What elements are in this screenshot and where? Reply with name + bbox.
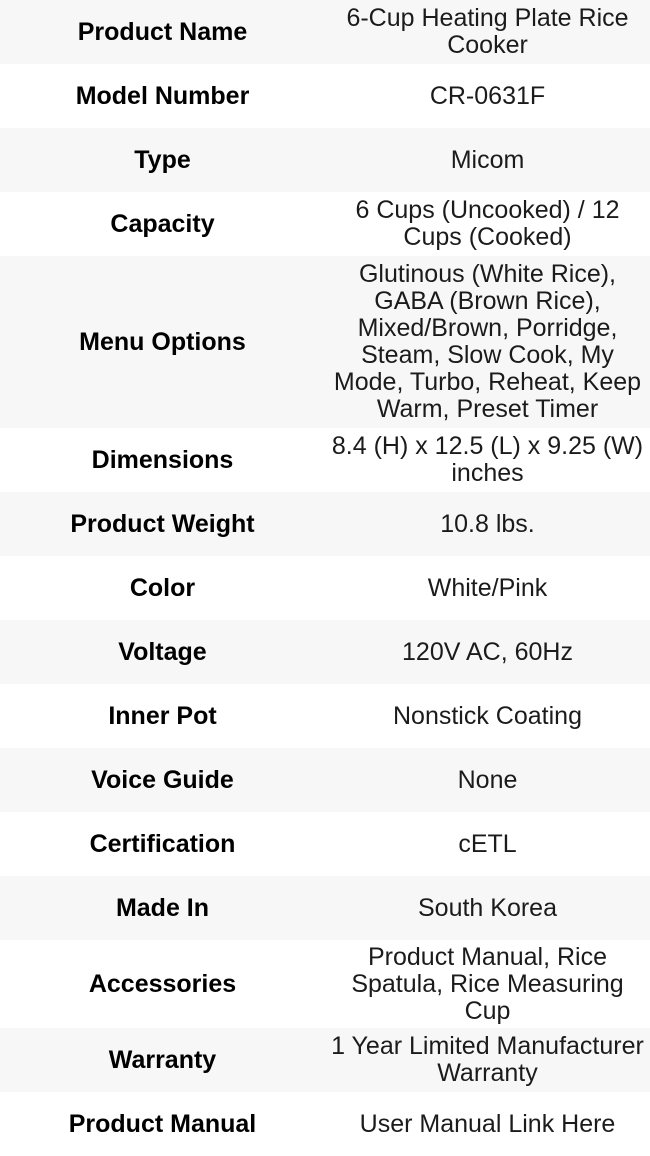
spec-value: 6 Cups (Uncooked) / 12 Cups (Cooked) <box>355 196 620 251</box>
table-row-color <box>0 556 650 620</box>
table-row-voice-guide <box>0 748 650 812</box>
spec-value: CR-0631F <box>429 81 546 110</box>
spec-value: 8.4 (H) x 12.5 (L) x 9.25 (W) inches <box>331 432 644 487</box>
spec-value: Nonstick Coating <box>393 701 582 730</box>
table-row-inner-pot <box>0 684 650 748</box>
table-row-menu-options <box>0 256 650 428</box>
spec-label: Type <box>134 145 191 174</box>
spec-label: Product Weight <box>70 509 255 538</box>
spec-value: 6-Cup Heating Plate Rice Cooker <box>346 4 629 59</box>
spec-value: 120V AC, 60Hz <box>402 637 573 666</box>
spec-label: Certification <box>89 829 236 858</box>
spec-label: Dimensions <box>91 445 234 474</box>
table-row-dimensions <box>0 428 650 492</box>
table-row-certification <box>0 812 650 876</box>
table-row-capacity <box>0 192 650 256</box>
table-row-model-number <box>0 64 650 128</box>
spec-label: Capacity <box>110 209 215 238</box>
table-row-type <box>0 128 650 192</box>
table-row-made-in <box>0 876 650 940</box>
spec-value: cETL <box>458 829 517 858</box>
table-row-product-weight <box>0 492 650 556</box>
spec-label: Product Name <box>77 17 248 46</box>
spec-label: Voice Guide <box>91 765 234 794</box>
spec-label: Inner Pot <box>108 701 217 730</box>
spec-label: Warranty <box>108 1045 217 1074</box>
spec-label: Product Manual <box>68 1109 257 1138</box>
spec-label: Model Number <box>75 81 250 110</box>
spec-value: South Korea <box>418 893 557 922</box>
table-row-warranty <box>0 1028 650 1092</box>
table-row-accessories <box>0 940 650 1028</box>
spec-label: Made In <box>115 893 210 922</box>
spec-label: Voltage <box>118 637 207 666</box>
table-row-product-manual <box>0 1092 650 1156</box>
spec-value: Micom <box>450 145 525 174</box>
spec-value: White/Pink <box>427 573 548 602</box>
spec-label: Accessories <box>88 969 237 998</box>
table-row-voltage <box>0 620 650 684</box>
spec-value: Product Manual, Rice Spatula, Rice Measuring Cup <box>351 942 624 1025</box>
spec-label: Color <box>129 573 196 602</box>
table-row-product-name <box>0 0 650 64</box>
spec-label: Menu Options <box>79 327 246 356</box>
spec-value: 1 Year Limited Manufacturer Warranty <box>331 1032 644 1087</box>
spec-value: 10.8 lbs. <box>440 509 535 538</box>
spec-value: User Manual Link Here <box>359 1109 616 1138</box>
spec-value: Glutinous (White Rice), GABA (Brown Rice), Mixed/Brown, Porridge, Steam, Slow Cook, My Mode, Turbo, Reheat, Keep Warm, Preset Timer <box>333 260 642 423</box>
spec-value: None <box>457 765 518 794</box>
